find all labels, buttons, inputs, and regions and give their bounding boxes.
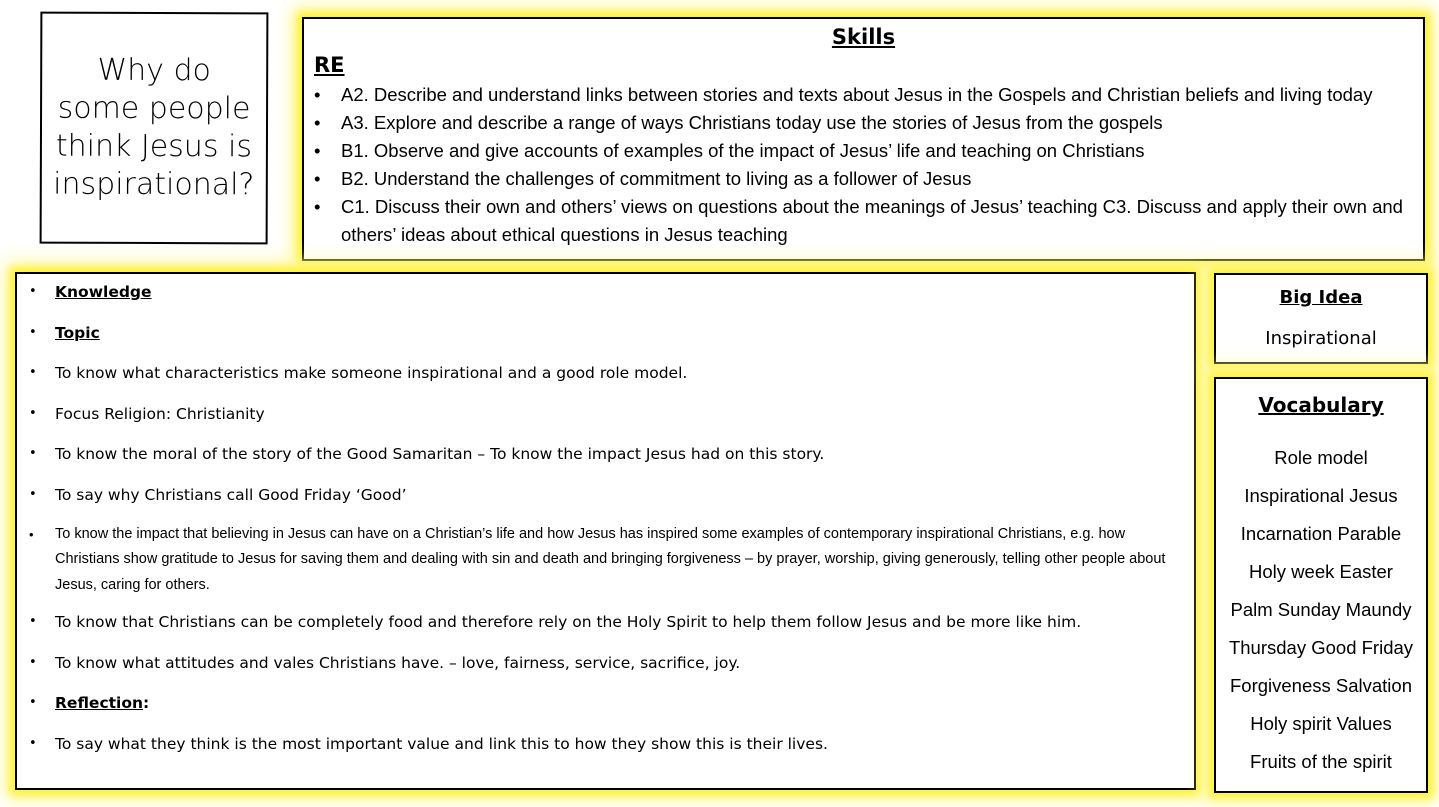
knowledge-item: • To say why Christians call Good Friday ‘Good’ (27, 485, 1182, 505)
knowledge-heading: Knowledge (55, 283, 152, 301)
reflection-heading-item (27, 693, 1182, 713)
vocabulary-line: Inspirational Jesus (1244, 485, 1398, 506)
skill-item: • B2. Understand the challenges of commitment to living as a follower of Jesus (314, 165, 1414, 193)
knowledge-list (27, 282, 1182, 774)
knowledge-item: • To know that Christians can be completely food and therefore rely on the Holy Spirit to help them follow Jesus and be more like him. (27, 612, 1182, 632)
knowledge-item: • To know what characteristics make someone inspirational and a good role model. (27, 363, 1182, 383)
vocabulary-line: Palm Sunday Maundy (1230, 599, 1412, 620)
skill-item: • A3. Explore and describe a range of ways Christians today use the stories of Jesus from the gospels (314, 109, 1414, 137)
knowledge-item: • To know what attitudes and vales Christians have. – love, fairness, service, sacrifice, joy. (27, 653, 1182, 673)
vocabulary-line: Fruits of the spirit (1250, 751, 1392, 772)
knowledge-item: • To know the impact that believing in Jesus can have on a Christian’s life and how Jesus has inspired some examples of contemporary inspirational Christians, e.g. how Christians show gratitude to Jesus for saving them and dealing with sin and death and bringing forgiveness – by prayer, worship, giving generously, telling other people about Jesus, caring for others. (27, 522, 1182, 599)
vocabulary-line: Holy spirit Values (1250, 713, 1392, 734)
topic-heading-item (27, 323, 1182, 343)
vocabulary-heading: Vocabulary (1258, 393, 1384, 417)
reflection-heading: Reflection (55, 694, 144, 713)
re-subheading: RE (314, 53, 345, 77)
page-title: Why do some people think Jesus is inspirational? (53, 52, 255, 203)
skill-item: • B1. Observe and give accounts of examples of the impact of Jesus’ life and teaching on Christians (314, 137, 1414, 165)
vocabulary-line: Forgiveness Salvation (1229, 675, 1412, 696)
skill-item: • A2. Describe and understand links between stories and texts about Jesus in the Gospels and Christian beliefs and living today (314, 81, 1414, 109)
knowledge-panel (15, 272, 1196, 790)
vocabulary-line: Thursday Good Friday (1228, 637, 1414, 658)
big-idea-panel (1214, 273, 1428, 364)
vocabulary-line: Incarnation Parable (1240, 523, 1402, 544)
knowledge-item: • To know the moral of the story of the Good Samaritan – To know the impact Jesus had on this story. (27, 444, 1182, 464)
skills-panel (302, 17, 1425, 261)
reflection-item: • To say what they think is the most important value and link this to how they show this is their lives. (27, 734, 1182, 754)
knowledge-item: • Focus Religion: Christianity (27, 404, 1182, 424)
knowledge-heading-item (27, 282, 1182, 302)
skills-list (314, 81, 1414, 249)
topic-heading: Topic (55, 323, 100, 342)
skills-heading: Skills (831, 25, 896, 49)
skill-item: • C1. Discuss their own and others’ views on questions about the meanings of Jesus’ teaching C3. Discuss and apply their own and others’ ideas about ethical questions in Jesus teaching (314, 193, 1414, 249)
title-box (40, 12, 269, 245)
reflection-colon: : (143, 694, 150, 713)
big-idea-value: Inspirational (1265, 328, 1377, 349)
vocabulary-panel (1214, 377, 1428, 793)
vocabulary-line: Holy week Easter (1249, 561, 1393, 582)
big-idea-heading: Big Idea (1279, 287, 1363, 308)
vocabulary-line: Role model (1274, 447, 1368, 468)
